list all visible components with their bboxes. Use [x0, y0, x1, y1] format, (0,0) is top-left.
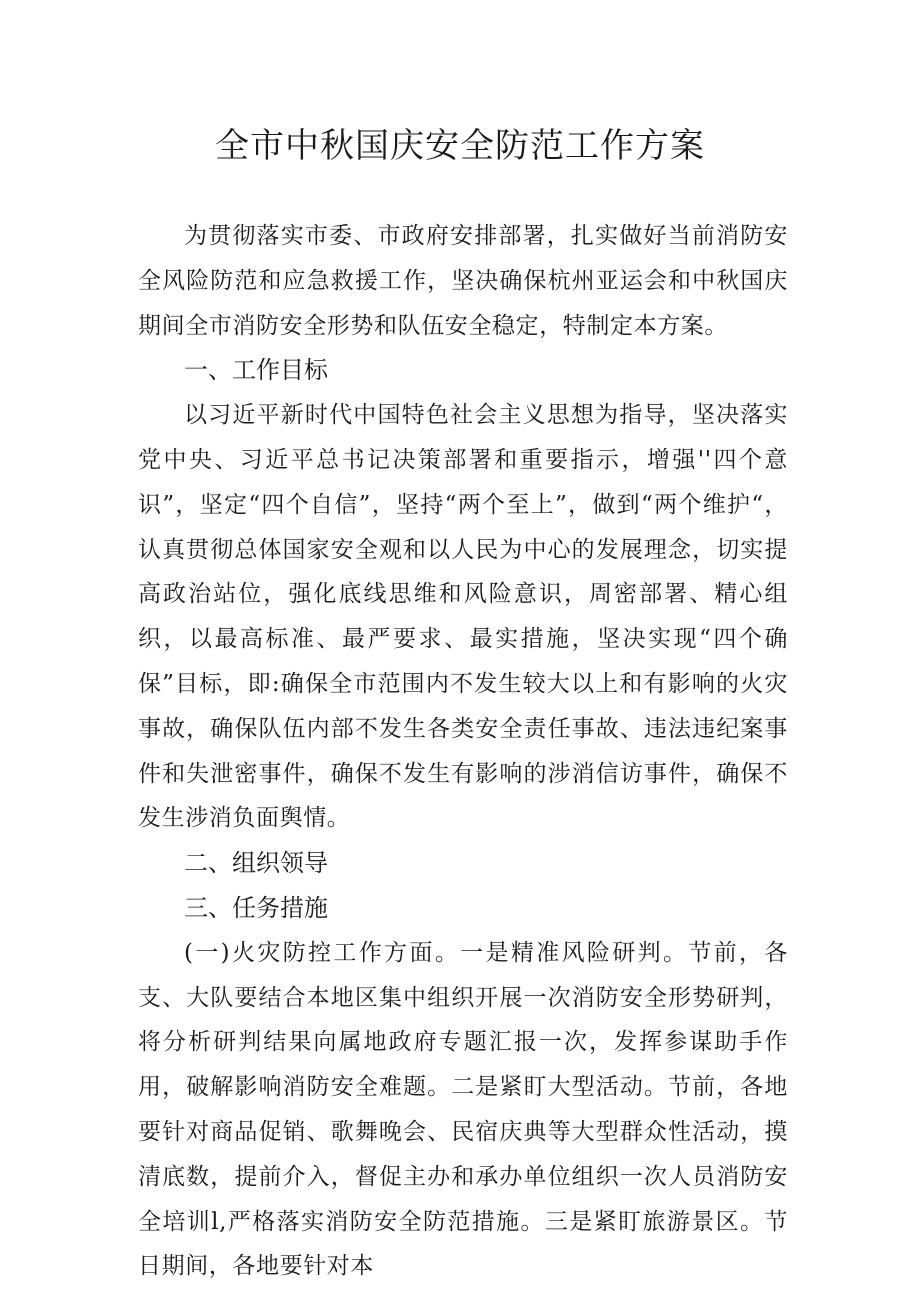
- section-heading-goals: 一、工作目标: [184, 356, 328, 385]
- goals-paragraph: 以习近平新时代中国特色社会主义思想为指导，坚决落实党中央、习近平总书记决策部署和重要指示，增强''四个意识”，坚定“四个自信”，坚持“两个至上”，做到“两个维护“，认真贯彻总体国家安全观和以人民为中心的发展理念，切实提高政治站位，强化底线思维和风险意识，周密部署、精心组织，以最高标准、最严要求、最实措施，坚决实现“四个确保”目标，即:确保全市范围内不发生较大以上和有影响的火灾事故，确保队伍内部不发生各类安全责任事故、违法违纪案事件和失泄密事件，确保不发生有影响的涉消信访事件，确保不发生涉消负面舆情。: [138, 402, 788, 832]
- section-heading-leadership: 二、组织领导: [184, 849, 328, 878]
- intro-paragraph: 为贯彻落实市委、市政府安排部署，扎实做好当前消防安全风险防范和应急救援工作，坚决确保杭州亚运会和中秋国庆期间全市消防安全形势和队伍安全稳定，特制定本方案。: [138, 223, 788, 339]
- section-heading-measures: 三、任务措施: [184, 893, 328, 922]
- document-body: [138, 214, 788, 1289]
- measures-paragraph: (一)火灾防控工作方面。一是精准风险研判。节前，各支、大队要结合本地区集中组织开展一次消防安全形势研判，将分析研判结果向属地政府专题汇报一次，发挥参谋助手作用，破解影响消防安全难题。二是紧盯大型活动。节前，各地要针对商品促销、歌舞晚会、民宿庆典等大型群众性活动，摸清底数，提前介入，督促主办和承办单位组织一次人员消防安全培训l,严格落实消防安全防范措施。三是紧盯旅游景区。节日期间，各地要针对本: [138, 939, 788, 1280]
- document-title: 全市中秋国庆安全防范工作方案: [215, 126, 705, 166]
